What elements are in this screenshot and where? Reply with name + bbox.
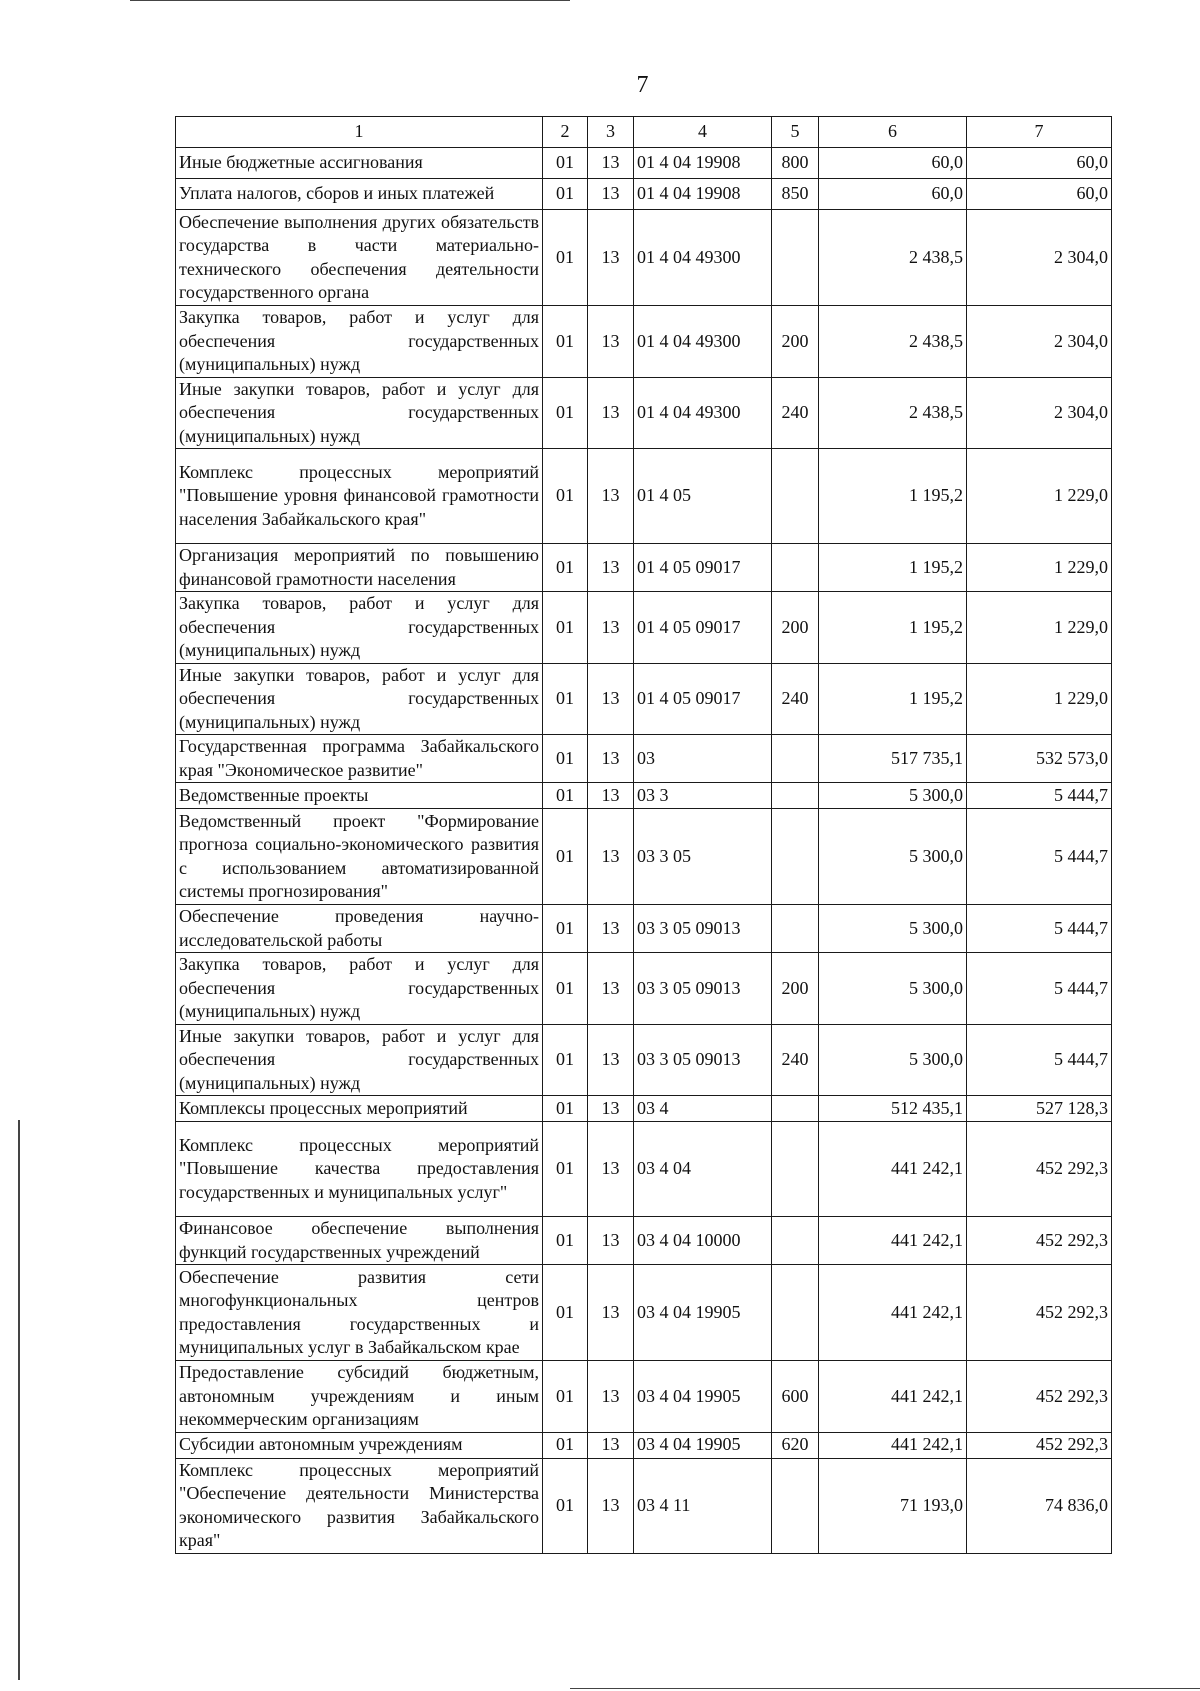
amount-col-7: 5 444,7 (967, 783, 1112, 809)
target-article-code: 03 4 11 (634, 1458, 772, 1553)
table-row (176, 449, 1112, 544)
expense-type-code (772, 735, 819, 783)
section-code: 01 (543, 809, 588, 905)
subsection-code: 13 (588, 783, 634, 809)
item-name: Финансовое обеспечение выполнения функций государственных учреждений (176, 1217, 543, 1265)
table-row (176, 1458, 1112, 1553)
target-article-code: 03 3 05 09013 (634, 1024, 772, 1096)
scan-left-edge (18, 1120, 20, 1680)
item-name: Иные закупки товаров, работ и услуг для обеспечения государственных (муниципальных) нужд (176, 1024, 543, 1096)
subsection-code: 13 (588, 1024, 634, 1096)
amount-col-6: 5 300,0 (819, 1024, 967, 1096)
section-code: 01 (543, 210, 588, 306)
target-article-code: 03 4 04 10000 (634, 1217, 772, 1265)
amount-col-7: 2 304,0 (967, 377, 1112, 449)
table-row (176, 1096, 1112, 1122)
target-article-code: 03 4 (634, 1096, 772, 1122)
section-code: 01 (543, 592, 588, 664)
section-code: 01 (543, 179, 588, 210)
amount-col-6: 2 438,5 (819, 210, 967, 306)
amount-col-6: 60,0 (819, 148, 967, 179)
subsection-code: 13 (588, 179, 634, 210)
item-name: Субсидии автономным учреждениям (176, 1432, 543, 1458)
subsection-code: 13 (588, 1432, 634, 1458)
amount-col-6: 5 300,0 (819, 783, 967, 809)
section-code: 01 (543, 663, 588, 735)
section-code: 01 (543, 1096, 588, 1122)
table-row (176, 783, 1112, 809)
subsection-code: 13 (588, 905, 634, 953)
amount-col-7: 74 836,0 (967, 1458, 1112, 1553)
amount-col-7: 60,0 (967, 148, 1112, 179)
target-article-code: 01 4 04 49300 (634, 306, 772, 378)
amount-col-7: 1 229,0 (967, 592, 1112, 664)
expense-type-code: 200 (772, 953, 819, 1025)
target-article-code: 01 4 05 09017 (634, 544, 772, 592)
section-code: 01 (543, 306, 588, 378)
subsection-code: 13 (588, 1361, 634, 1433)
subsection-code: 13 (588, 735, 634, 783)
expense-type-code: 240 (772, 1024, 819, 1096)
item-name: Комплексы процессных мероприятий (176, 1096, 543, 1122)
expense-type-code: 200 (772, 306, 819, 378)
subsection-code: 13 (588, 449, 634, 544)
amount-col-7: 2 304,0 (967, 210, 1112, 306)
column-header: 2 (543, 117, 588, 148)
amount-col-6: 441 242,1 (819, 1122, 967, 1217)
target-article-code: 03 (634, 735, 772, 783)
amount-col-7: 5 444,7 (967, 809, 1112, 905)
table-row (176, 148, 1112, 179)
target-article-code: 03 3 05 (634, 809, 772, 905)
table-row (176, 1122, 1112, 1217)
amount-col-7: 1 229,0 (967, 449, 1112, 544)
table-row (176, 210, 1112, 306)
table-row (176, 1265, 1112, 1361)
item-name: Иные закупки товаров, работ и услуг для обеспечения государственных (муниципальных) нужд (176, 663, 543, 735)
expense-type-code: 240 (772, 663, 819, 735)
amount-col-6: 5 300,0 (819, 953, 967, 1025)
item-name: Государственная программа Забайкальского края "Экономическое развитие" (176, 735, 543, 783)
subsection-code: 13 (588, 210, 634, 306)
amount-col-6: 441 242,1 (819, 1361, 967, 1433)
table-row (176, 544, 1112, 592)
expense-type-code: 850 (772, 179, 819, 210)
section-code: 01 (543, 905, 588, 953)
scan-top-edge (130, 0, 570, 1)
amount-col-6: 71 193,0 (819, 1458, 967, 1553)
subsection-code: 13 (588, 306, 634, 378)
table-row (176, 735, 1112, 783)
subsection-code: 13 (588, 592, 634, 664)
subsection-code: 13 (588, 377, 634, 449)
section-code: 01 (543, 1432, 588, 1458)
amount-col-7: 452 292,3 (967, 1361, 1112, 1433)
amount-col-6: 1 195,2 (819, 544, 967, 592)
target-article-code: 03 4 04 19905 (634, 1361, 772, 1433)
item-name: Закупка товаров, работ и услуг для обеспечения государственных (муниципальных) нужд (176, 953, 543, 1025)
table-row (176, 663, 1112, 735)
expense-type-code: 200 (772, 592, 819, 664)
section-code: 01 (543, 544, 588, 592)
table-row (176, 1361, 1112, 1433)
subsection-code: 13 (588, 953, 634, 1025)
target-article-code: 03 4 04 19905 (634, 1432, 772, 1458)
expense-type-code (772, 544, 819, 592)
table-body (176, 148, 1112, 1554)
amount-col-6: 512 435,1 (819, 1096, 967, 1122)
table-row (176, 1024, 1112, 1096)
amount-col-7: 1 229,0 (967, 544, 1112, 592)
amount-col-7: 5 444,7 (967, 1024, 1112, 1096)
amount-col-6: 441 242,1 (819, 1265, 967, 1361)
subsection-code: 13 (588, 148, 634, 179)
amount-col-7: 1 229,0 (967, 663, 1112, 735)
expense-type-code (772, 1217, 819, 1265)
amount-col-6: 60,0 (819, 179, 967, 210)
table-row (176, 306, 1112, 378)
column-header: 6 (819, 117, 967, 148)
expense-type-code (772, 449, 819, 544)
item-name: Ведомственные проекты (176, 783, 543, 809)
section-code: 01 (543, 449, 588, 544)
item-name: Иные бюджетные ассигнования (176, 148, 543, 179)
table-row (176, 905, 1112, 953)
section-code: 01 (543, 1265, 588, 1361)
section-code: 01 (543, 953, 588, 1025)
page-number: 7 (636, 72, 649, 98)
amount-col-6: 1 195,2 (819, 449, 967, 544)
table-row (176, 179, 1112, 210)
table-row (176, 1217, 1112, 1265)
target-article-code: 01 4 04 19908 (634, 179, 772, 210)
item-name: Иные закупки товаров, работ и услуг для обеспечения государственных (муниципальных) нужд (176, 377, 543, 449)
subsection-code: 13 (588, 663, 634, 735)
expense-type-code (772, 809, 819, 905)
amount-col-7: 452 292,3 (967, 1217, 1112, 1265)
section-code: 01 (543, 1024, 588, 1096)
section-code: 01 (543, 1122, 588, 1217)
section-code: 01 (543, 1361, 588, 1433)
item-name: Ведомственный проект "Формирование прогноза социально-экономического развития с использованием автоматизированной системы прогнозирования" (176, 809, 543, 905)
scan-bottom-edge (570, 1688, 1200, 1689)
amount-col-7: 60,0 (967, 179, 1112, 210)
column-header: 7 (967, 117, 1112, 148)
subsection-code: 13 (588, 809, 634, 905)
target-article-code: 01 4 04 49300 (634, 210, 772, 306)
section-code: 01 (543, 1217, 588, 1265)
subsection-code: 13 (588, 1458, 634, 1553)
target-article-code: 03 3 05 09013 (634, 905, 772, 953)
expense-type-code: 800 (772, 148, 819, 179)
subsection-code: 13 (588, 544, 634, 592)
expense-type-code (772, 210, 819, 306)
section-code: 01 (543, 377, 588, 449)
item-name: Организация мероприятий по повышению финансовой грамотности населения (176, 544, 543, 592)
target-article-code: 01 4 04 19908 (634, 148, 772, 179)
amount-col-6: 441 242,1 (819, 1432, 967, 1458)
expense-type-code (772, 1122, 819, 1217)
amount-col-7: 452 292,3 (967, 1432, 1112, 1458)
column-header: 1 (176, 117, 543, 148)
target-article-code: 03 3 05 09013 (634, 953, 772, 1025)
expense-type-code (772, 1458, 819, 1553)
amount-col-6: 5 300,0 (819, 809, 967, 905)
target-article-code: 01 4 05 09017 (634, 663, 772, 735)
item-name: Обеспечение выполнения других обязательств государства в части материально-технического обеспечения деятельности государственного органа (176, 210, 543, 306)
expense-type-code (772, 1096, 819, 1122)
target-article-code: 03 4 04 (634, 1122, 772, 1217)
item-name: Закупка товаров, работ и услуг для обеспечения государственных (муниципальных) нужд (176, 306, 543, 378)
subsection-code: 13 (588, 1217, 634, 1265)
expense-type-code (772, 783, 819, 809)
subsection-code: 13 (588, 1096, 634, 1122)
item-name: Комплекс процессных мероприятий "Повышение качества предоставления государственных и муниципальных услуг" (176, 1122, 543, 1217)
expense-type-code (772, 905, 819, 953)
target-article-code: 03 3 (634, 783, 772, 809)
expense-type-code (772, 1265, 819, 1361)
section-code: 01 (543, 783, 588, 809)
amount-col-7: 452 292,3 (967, 1122, 1112, 1217)
amount-col-6: 1 195,2 (819, 663, 967, 735)
amount-col-7: 5 444,7 (967, 905, 1112, 953)
budget-table (175, 116, 1112, 1554)
target-article-code: 01 4 05 (634, 449, 772, 544)
item-name: Обеспечение развития сети многофункциональных центров предоставления государственных и муниципальных услуг в Забайкальском крае (176, 1265, 543, 1361)
item-name: Уплата налогов, сборов и иных платежей (176, 179, 543, 210)
column-header: 4 (634, 117, 772, 148)
subsection-code: 13 (588, 1122, 634, 1217)
section-code: 01 (543, 148, 588, 179)
expense-type-code: 240 (772, 377, 819, 449)
column-header: 3 (588, 117, 634, 148)
target-article-code: 01 4 05 09017 (634, 592, 772, 664)
table-row (176, 809, 1112, 905)
item-name: Закупка товаров, работ и услуг для обеспечения государственных (муниципальных) нужд (176, 592, 543, 664)
column-header: 5 (772, 117, 819, 148)
table-row (176, 1432, 1112, 1458)
column-number-row (176, 117, 1112, 148)
item-name: Комплекс процессных мероприятий "Обеспечение деятельности Министерства экономического развития Забайкальского края" (176, 1458, 543, 1553)
table-row (176, 953, 1112, 1025)
table-row (176, 377, 1112, 449)
subsection-code: 13 (588, 1265, 634, 1361)
amount-col-7: 452 292,3 (967, 1265, 1112, 1361)
target-article-code: 01 4 04 49300 (634, 377, 772, 449)
table-row (176, 592, 1112, 664)
amount-col-7: 2 304,0 (967, 306, 1112, 378)
section-code: 01 (543, 735, 588, 783)
item-name: Предоставление субсидий бюджетным, автономным учреждениям и иным некоммерческим организациям (176, 1361, 543, 1433)
section-code: 01 (543, 1458, 588, 1553)
amount-col-7: 532 573,0 (967, 735, 1112, 783)
amount-col-6: 5 300,0 (819, 905, 967, 953)
item-name: Обеспечение проведения научно-исследовательской работы (176, 905, 543, 953)
amount-col-7: 527 128,3 (967, 1096, 1112, 1122)
amount-col-6: 2 438,5 (819, 377, 967, 449)
item-name: Комплекс процессных мероприятий "Повышение уровня финансовой грамотности населения Забайкальского края" (176, 449, 543, 544)
amount-col-6: 2 438,5 (819, 306, 967, 378)
amount-col-7: 5 444,7 (967, 953, 1112, 1025)
amount-col-6: 441 242,1 (819, 1217, 967, 1265)
expense-type-code: 620 (772, 1432, 819, 1458)
amount-col-6: 1 195,2 (819, 592, 967, 664)
expense-type-code: 600 (772, 1361, 819, 1433)
target-article-code: 03 4 04 19905 (634, 1265, 772, 1361)
amount-col-6: 517 735,1 (819, 735, 967, 783)
